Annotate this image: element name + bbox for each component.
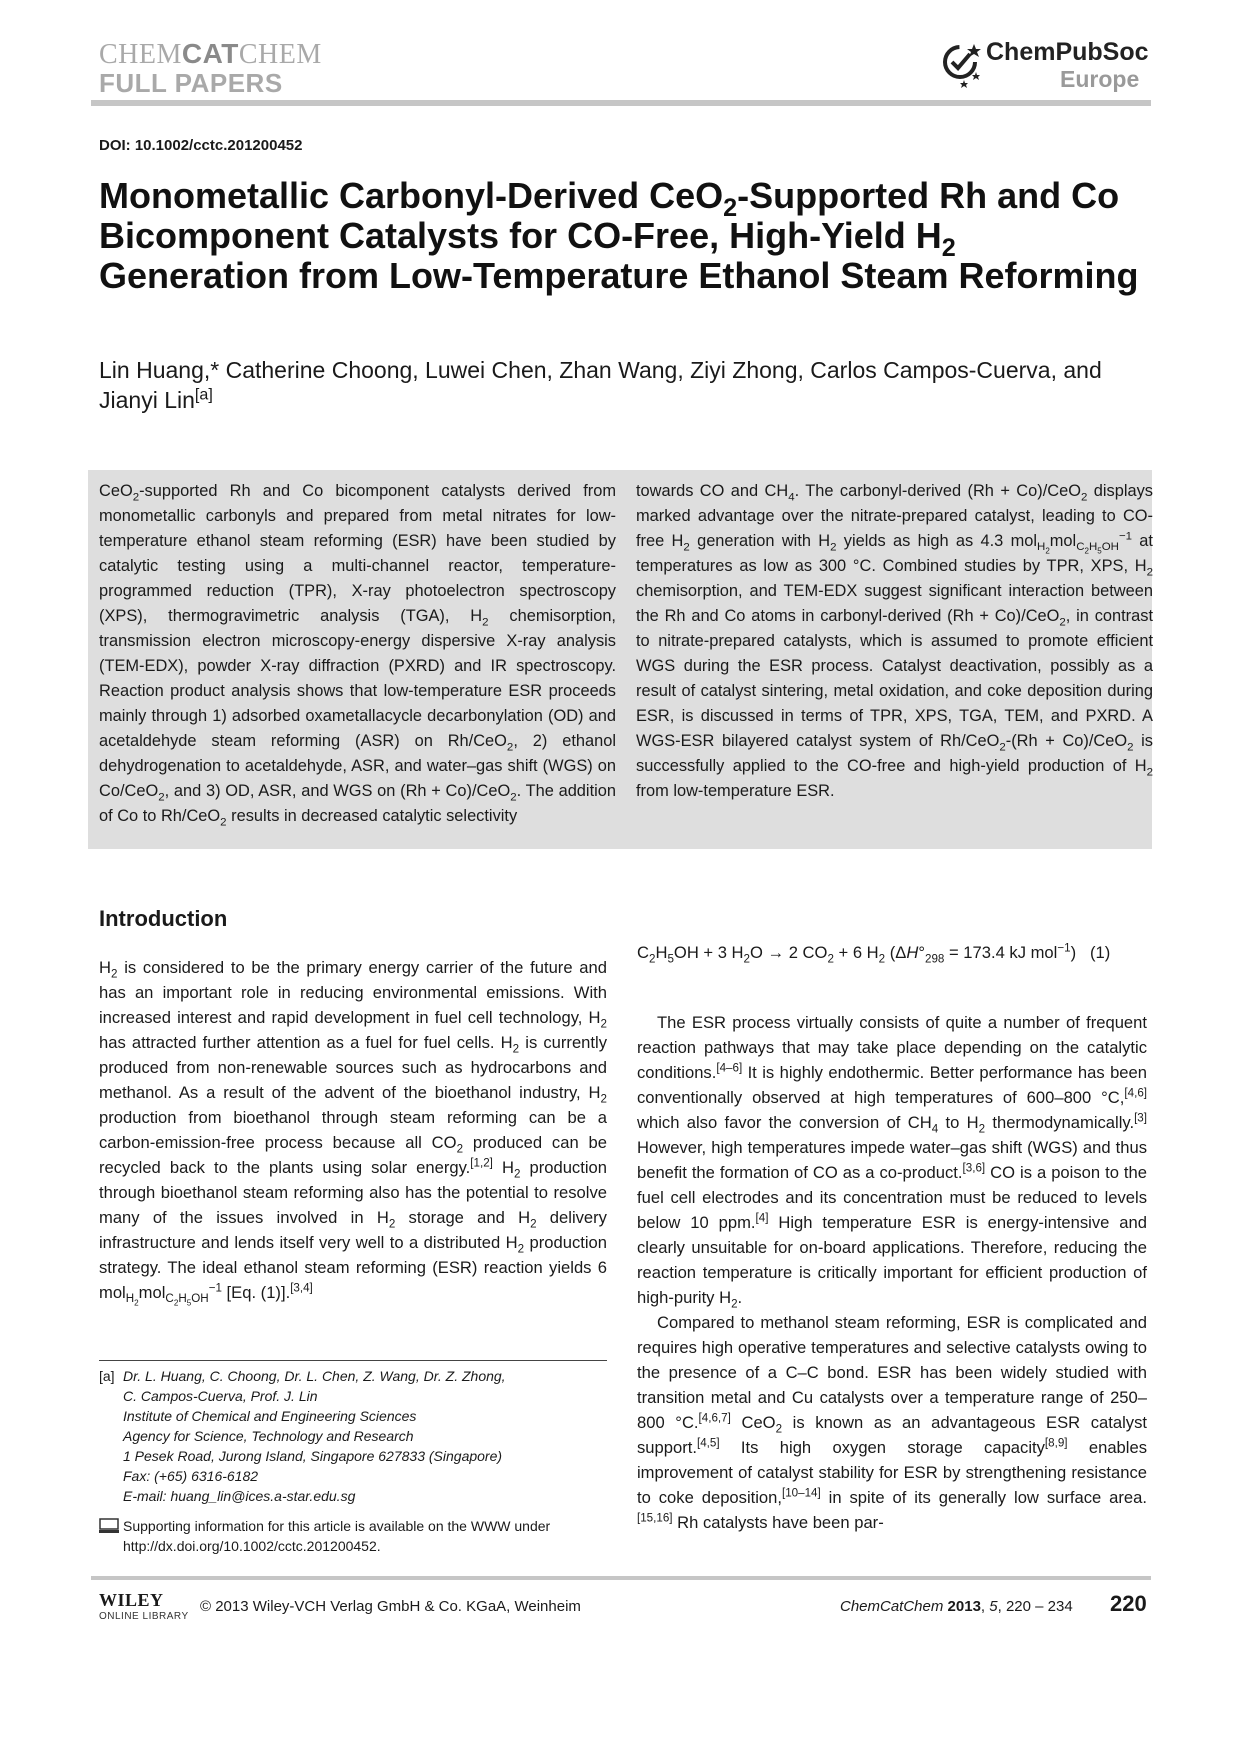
publisher-name: ChemPubSoc [986,38,1149,66]
wiley-wordmark: WILEY [99,1590,164,1610]
wiley-online-library: ONLINE LIBRARY [99,1611,189,1622]
abstract-column-left: CeO$_2$-supported Rh and Co bicomponent catalysts derived from monometallic carbonyls and prepared from metal nitrates for low-temperature ethanol steam reforming (ESR) have been studied by catalytic testing using a multi-channel reactor, temperature-programmed reduction (TPR), X-ray photoelectron spectroscopy (XPS), thermogravimetric analysis (TGA), $H_2$ chemisorption, transmission electron microscopy-energy dispersive X-ray analysis (TEM-EDX), powder X-ray diffraction (PXRD) and IR spectroscopy. Reaction product analysis shows that low-temperature ESR proceeds mainly through 1) adsorbed oxametallacycle decarbonylation (OD) and acetaldehyde steam reforming (ASR) on Rh/CeO$_2$, 2) ethanol dehydrogenation to acetaldehyde, ASR, and water–gas shift (WGS) on Co/CeO$_2$, and 3) OD, ASR, and WGS on (Rh + Co)/CeO$_2$. The addition of Co to Rh/CeO$_2$ results in decreased catalytic selectivity [99,482,617,829]
affiliation-footnote [99,1366,607,1506]
publisher-logo [940,38,1150,94]
paragraph: Compared to methanol steam reforming, ESR is complicated and requires high operative temperatures and selective catalysts owing to the presence of a C–C bond. ESR has been widely studied with transition metal and Cu catalysts over a temperature range of 250–800 °C.[4,6,7] CeO$_2$ is known as an advantageous ESR catalyst support.[4,5] Its high oxygen storage capacity[8,9] enables improvement of catalyst stability for ESR by strengthening resistance to coke deposition,[10–14] in spite of its generally low surface area.[15,16] Rh catalysts have been par- [637,1313,1147,1532]
header-rule [91,100,1151,106]
doi[interactable]: DOI: 10.1002/cctc.201200452 [99,137,303,154]
journal-brand: CHEMCATCHEM [99,38,322,70]
section-heading-introduction: Introduction [99,906,228,931]
introduction-left-column: $H_2$ is considered to be the primary energy carrier of the future and has an important role in reducing environmental emissions. With increased interest and rapid development in fuel cell technology, $H_2$ has attracted further attention as a fuel for fuel cells. $H_2$ is currently produced from non-renewable sources such as hydrocarbons and methanol. As a result of the advent of the bioethanol industry, $H_2$ production from bioethanol through steam reforming can be a carbon-emission-free process because all $CO_2$ produced can be recycled back to the plants using solar energy.[1,2] $H_2$ production through bioethanol steam reforming also has the potential to resolve many of the issues involved in $H_2$ storage and $H_2$ delivery infrastructure and lends itself very well to a distributed $H_2$ production strategy. The ideal ethanol steam reforming (ESR) reaction yields 6 mol$_{H_2}$mol$_{C_2H_5OH}^{-1}$ [Eq. (1)].[3,4] [99,958,608,1308]
footnote-text: Dr. L. Huang, C. Choong, Dr. L. Chen, Z. Wang, Dr. Z. Zhong, C. Campos-Cuerva, Prof. J. Lin Institute of Chemical and Engineering Sciences Agency for Science, Technology and Research 1 Pesek Road, Jurong Island, Singapore 627833 (Singapore) Fax: (+65) 6316-6182 E-mail: huang_lin@ices.a-star.edu.sg [123,1368,506,1504]
supporting-information-note [99,1516,607,1558]
supporting-information-text[interactable]: Supporting information for this article is available on the WWW under http://dx.doi.org/10.1002/cctc.201200452. [123,1518,551,1554]
equation-1: $C_2H_5OH + 3$ $H_2O \to 2$ $CO_2 + 6$ $H_2$ ($\Delta H^\circ_{298} = 173.4$ kJ mol$^{-1}$) (1) [637,941,1111,966]
publisher-region: Europe [1060,66,1140,92]
copyright-notice: © 2013 Wiley-VCH Verlag GmbH & Co. KGaA, Weinheim [200,1598,581,1615]
article-title: Monometallic Carbonyl-Derived CeO$_2$-Supported Rh and Co Bicomponent Catalysts for CO-Free, High-Yield $H_2$ Generation from Low-Temperature Ethanol Steam Reforming [99,175,1139,296]
wiley-logo [99,1590,189,1622]
paragraph: The ESR process virtually consists of quite a number of frequent reaction pathways that may take place depending on the catalytic conditions.[4–6] It is highly endothermic. Better performance has been conventionally observed at high temperatures of 600–800 °C,[4,6] which also favor the conversion of $CH_4$ to $H_2$ thermodynamically.[3] However, high temperatures impede water–gas shift (WGS) and thus benefit the formation of CO as a co-product.[3,6] CO is a poison to the fuel cell electrodes and its concentration must be reduced to levels below 10 ppm.[4] High temperature ESR is energy-intensive and clearly unsuitable for on-board applications. Therefore, reducing the reaction temperature is critically important for efficient production of high-purity $H_2$. [637,1013,1148,1311]
author-list: Lin Huang,* Catherine Choong, Luwei Chen, Zhan Wang, Ziyi Zhong, Carlos Campos-Cuerva, and Jianyi Lin[a] [99,357,1102,413]
footnote-label: [a] [99,1368,115,1384]
introduction-right-column [637,1010,1147,1535]
footer-rule [91,1576,1151,1580]
footnote-rule [99,1360,607,1361]
chempubsoc-star-icon [940,38,984,88]
abstract-column-right: towards CO and $CH_4$. The carbonyl-derived (Rh + Co)/CeO$_2$ displays marked advantage over the nitrate-prepared catalyst, leading to CO-free $H_2$ generation with $H_2$ yields as high as 4.3 mol$_{H_2}$mol$_{C_2H_5OH}^{-1}$ at temperatures as low as 300 °C. Combined studies by TPR, XPS, $H_2$ chemisorption, and TEM-EDX suggest significant interaction between the Rh and Co atoms in carbonyl-derived (Rh + Co)/CeO$_2$, in contrast to nitrate-prepared catalysts, which is assumed to promote efficient WGS during the ESR process. Catalyst deactivation, possibly as a result of catalyst sintering, metal oxidation, and coke deposition during ESR, is discussed in terms of TPR, XPS, TGA, TEM, and PXRD. A WGS-ESR bilayered catalyst system of Rh/CeO$_2$-(Rh + Co)/CeO$_2$ is successfully applied to the CO-free and high-yield production of $H_2$ from low-temperature ESR. [636,482,1153,800]
abstract-box [88,470,1152,849]
section-label: FULL PAPERS [99,68,283,98]
computer-icon [99,1518,119,1534]
journal-citation: ChemCatChem 2013, 5, 220 – 234 [840,1598,1073,1615]
page-number: 220 [1110,1591,1147,1616]
